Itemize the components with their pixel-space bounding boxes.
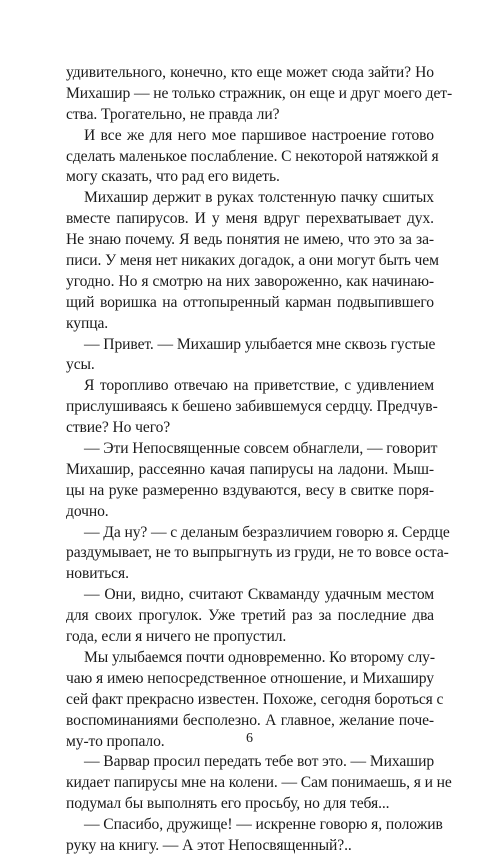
text-line: сделать маленькое послабление. С некоторой натяжкой я [66,147,439,165]
text-line: сей факт прекрасно известен. Похоже, сегодня бороться с [66,690,444,708]
text-line: Мы улыбаемся почти одновременно. Ко второму слу- [84,648,435,666]
text-line: — Варвар просил передать тебе вот это. — Михашир [84,753,435,771]
text-line: прислушиваясь к бешено забившемуся сердцу. Предчув- [66,398,438,416]
text-line: Михашир держит в руках толстенную пачку сшитых [84,189,434,207]
page-number: 6 [246,731,253,746]
text-line: могу сказать, что рад его видеть. [66,168,280,186]
text-line: раздумывает, не то выпрыгнуть из груди, не то вовсе оста- [66,544,449,562]
text-line: купца. [66,314,109,332]
text-line: для своих прогулок. Уже третий раз за последние два [66,607,434,625]
text-line: Михашир — не только стражник, он еще и друг моего дет- [66,84,453,102]
text-line: удивительного, конечно, кто еще может сюда зайти? Но [66,64,434,81]
text-line: Не знаю почему. Я ведь понятия не имею, что это за за- [66,231,434,249]
text-line: кидает папирусы мне на колени. — Сам понимаешь, я и не [66,774,452,792]
text-line: усы. [66,356,95,374]
text-line: подумал бы выполнять его просьбу, но для тебя... [66,795,390,813]
text-line: года, если я ничего не пропустил. [66,628,287,646]
text-line: ства. Трогательно, не правда ли? [66,105,280,123]
text-line: чаю я имею непосредственное отношение, и Михаширу [66,669,434,687]
text-line: дочно. [66,502,109,520]
text-line: руку на книгу. — А этот Непосвященный?.. [66,836,352,854]
text-line: угодно. Но я смотрю на них завороженно, как начинаю- [66,272,434,290]
text-line: цы на руке размеренно вздуваются, весу в свитке поря- [66,481,434,499]
text-line: И все же для него мое паршивое настроение готово [84,126,434,144]
text-line: му-то пропало. [66,732,165,750]
text-line: — Привет. — Михашир улыбается мне сквозь густые [84,335,436,353]
text-line: новиться. [66,565,129,583]
text-line: ствие? Но чего? [66,419,171,437]
text-line: — Они, видно, считают Скваманду удачным местом [84,586,434,604]
text-line: щий воришка на оттопыренный карман подвыпившего [66,293,434,311]
text-line: — Да ну? — с деланым безразличием говорю я. Сердце [84,523,450,541]
text-line: Михашир, рассеянно качая папирусы на ладони. Мыш- [66,460,434,478]
text-line: писи. У меня нет никаких догадок, а они могут быть чем [66,252,439,270]
text-line: Я торопливо отвечаю на приветствие, с удивлением [84,377,434,395]
text-line: воспоминаниями бесполезно. А главное, желание поче- [66,711,434,729]
text-line: вместе папирусов. И у меня вдруг перехватывает дух. [66,210,434,228]
text-line: — Эти Непосвященные совсем обнаглели, — говорит [84,440,438,458]
text-line: — Спасибо, дружище! — искренне говорю я, положив [84,816,443,834]
